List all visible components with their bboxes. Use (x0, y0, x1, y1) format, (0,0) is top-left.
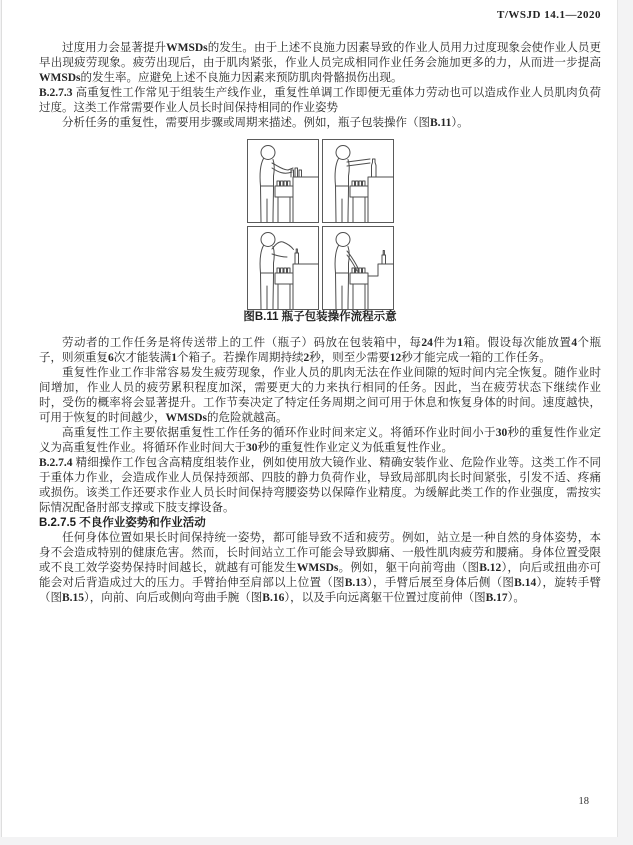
paragraph-repetition-analysis: 分析任务的重复性，需要用步骤或周期来描述。例如，瓶子包装操作（图B.11）。 (62, 117, 469, 129)
bottle-packing-step-2-drawing (322, 139, 394, 223)
figure-b11-caption: 图B.11 瓶子包装操作流程示意 (243, 311, 397, 323)
bottle-packing-step-4-drawing (322, 226, 394, 310)
standard-number-header (497, 9, 601, 21)
paragraph-task-example: 劳动者的工作任务是将传送带上的工件（瓶子）码放在包装箱中，每24件为1箱。假设每次能放置4个瓶子，则须重复6次才能装满1个箱子。若操作周期持续2秒，则至少需要12秒才能完成一箱的工作任务。 (39, 337, 602, 364)
paragraph-cycle-definition: 高重复性工作主要依据重复性工作任务的循环作业时间来定义。将循环作业时间小于30秒的重复性作业定义为高重复性作业。将循环作业时间大于30秒的重复性作业定义为低重复性作业。 (39, 427, 601, 454)
figure-b11-panel-grid (247, 139, 394, 310)
paragraph-overexertion: 过度用力会显著提升WMSDs的发生。由于上述不良施力因素导致的作业人员用力过度现象会使作业人员更早出现疲劳现象。疲劳出现后，由于肌肉紧张，作业人员完成相同作业任务会施加更多的力，从而进一步提高WMSDs的发生率。应避免上述不良施力因素来预防肌肉骨骼损伤出现。 (39, 42, 601, 84)
document-body (39, 41, 601, 606)
clause-b2-7-4: B.2.7.4 精细操作工作包含高精度组装作业，例如使用放大镜作业、精确安装作业、危险作业等。这类工作不同于重体力作业，会造成作业人员保持颈部、四肢的静力负荷作业，导致局部肌肉长时间紧张，引发不适、疼痛或损伤。该类工作还要求作业人员长时间保持弯腰姿势以保障作业精度。为缓解此类工作的作业强度，需按实际情况配备肘部支撑或下肢支撑设备。 (39, 457, 601, 514)
paragraph-fatigue: 重复性作业工作非常容易发生疲劳现象，作业人员的肌肉无法在作业间隙的短时间内完全恢复。随作业时间增加，作业人员的疲劳累积程度加深，需要更大的力来执行相同的任务。因此，当在疲劳状态下继续作业时，受伤的概率将会显著提升。工作节奏决定了特定任务周期之间可用于休息和恢复身体的时间。速度越快，可用于恢复的时间越少，WMSDs的危险就越高。 (39, 367, 601, 424)
bottle-packing-step-3-drawing (247, 226, 319, 310)
figure-b11 (39, 139, 601, 325)
page-number: 18 (578, 796, 589, 807)
standard-number-text: T/WSJD 14.1—2020 (497, 9, 601, 21)
paragraph-posture: 任何身体位置如果长时间保持统一姿势，都可能导致不适和疲劳。例如，站立是一种自然的身体姿势，本身不会造成特别的健康危害。然而，长时间站立工作可能会导致脚痛、一般性肌肉疲劳和腰痛。身体位置受限或不良工效学姿势保持时间越长，就越有可能发生WMSDs。例如，躯干向前弯曲（图B.12），向后或扭曲亦可能会对后背造成过大的压力。手臂抬伸至肩部以上位置（图B.13），手臂后展至身体后侧（图B.14），旋转手臂（图B.15），向前、向后或侧向弯曲手腕（图B.16），以及手向远离躯干位置过度前伸（图B.17）。 (39, 532, 602, 604)
bottle-packing-step-1-drawing (247, 139, 319, 223)
heading-b2-7-5: B.2.7.5 不良作业姿势和作业活动 (39, 517, 206, 529)
clause-b2-7-3: B.2.7.3 高重复性工作常见于组装生产线作业，重复性单调工作即便无重体力劳动也可以造成作业人员肌肉负荷过度。这类工作常需要作业人员长时间保持相同的作业姿势 (39, 87, 601, 114)
document-page (1, 0, 618, 837)
